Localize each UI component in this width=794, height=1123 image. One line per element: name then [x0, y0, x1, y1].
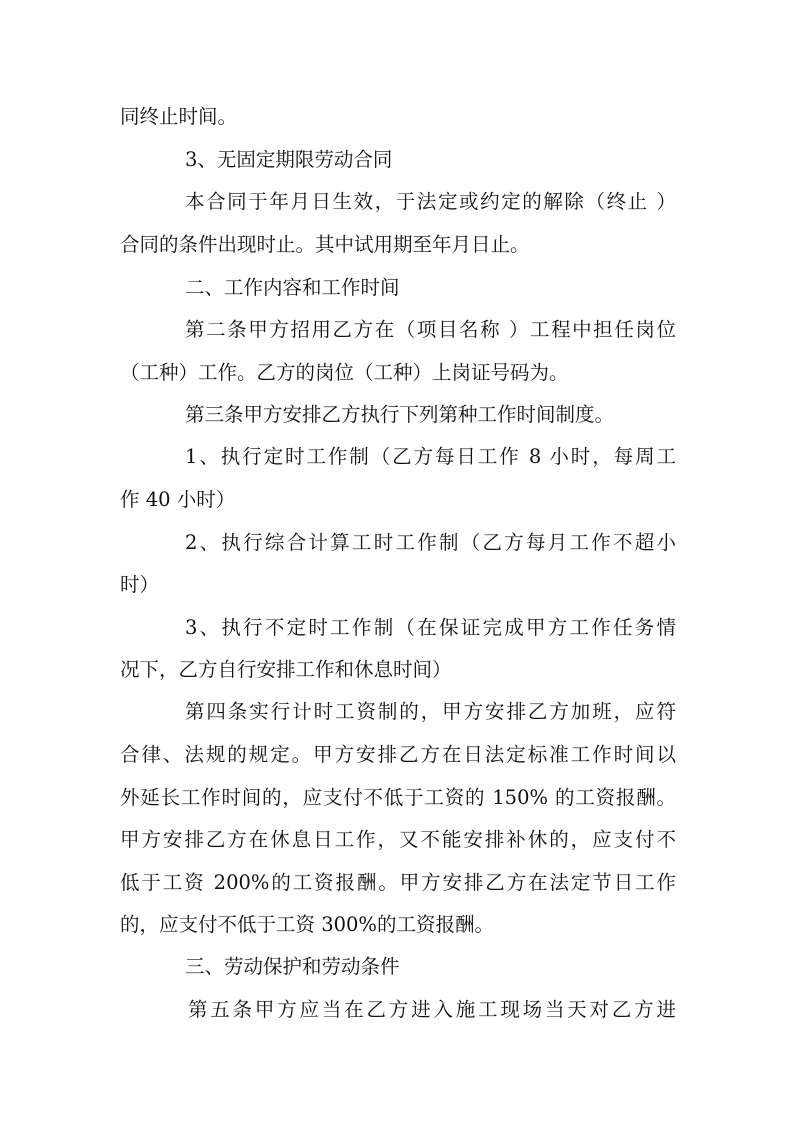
text-line: 低于工资 200%的工资报酬。甲方安排乙方在法定节日工作 — [120, 871, 676, 894]
text-line: 第五条甲方应当在乙方进入施工现场当天对乙方进 — [188, 998, 676, 1021]
text-line: 2、执行综合计算工时工作制（乙方每月工作不超小 — [185, 531, 676, 554]
text-line: 第三条甲方安排乙方执行下列第种工作时间制度。 — [185, 403, 615, 426]
section-heading: 三、劳动保护和劳动条件 — [185, 955, 400, 978]
text-line: 况下，乙方自行安排工作和休息时间） — [120, 658, 452, 681]
text-line: （工种）工作。乙方的岗位（工种）上岗证号码为。 — [120, 361, 569, 384]
text-line: 甲方安排乙方在休息日工作，又不能安排补休的，应支付不 — [120, 828, 676, 851]
text-line: 外延长工作时间的，应支付不低于工资的 150% 的工资报酬。 — [120, 786, 676, 809]
text-line: 第四条实行计时工资制的，甲方安排乙方加班，应符 — [185, 700, 676, 723]
text-line: 合律、法规的规定。甲方安排乙方在日法定标准工作时间以 — [120, 743, 676, 766]
section-heading: 二、工作内容和工作时间 — [185, 276, 400, 299]
text-line: 同终止时间。 — [120, 105, 238, 128]
text-line: 作 40 小时） — [120, 488, 236, 511]
text-line: 时） — [120, 573, 160, 596]
text-line: 的，应支付不低于工资 300%的工资报酬。 — [120, 913, 494, 936]
text-line: 本合同于年月日生效，于法定或约定的解除（终止 ） — [185, 190, 676, 213]
text-line: 3、执行不定时工作制（在保证完成甲方工作任务情 — [185, 616, 676, 639]
text-line: 合同的条件出现时止。其中试用期至年月日止。 — [120, 233, 530, 256]
text-line: 第二条甲方招用乙方在（项目名称 ）工程中担任岗位 — [185, 318, 676, 341]
text-line: 1、执行定时工作制（乙方每日工作 8 小时，每周工 — [185, 445, 676, 468]
section-heading: 3、无固定期限劳动合同 — [185, 148, 393, 171]
